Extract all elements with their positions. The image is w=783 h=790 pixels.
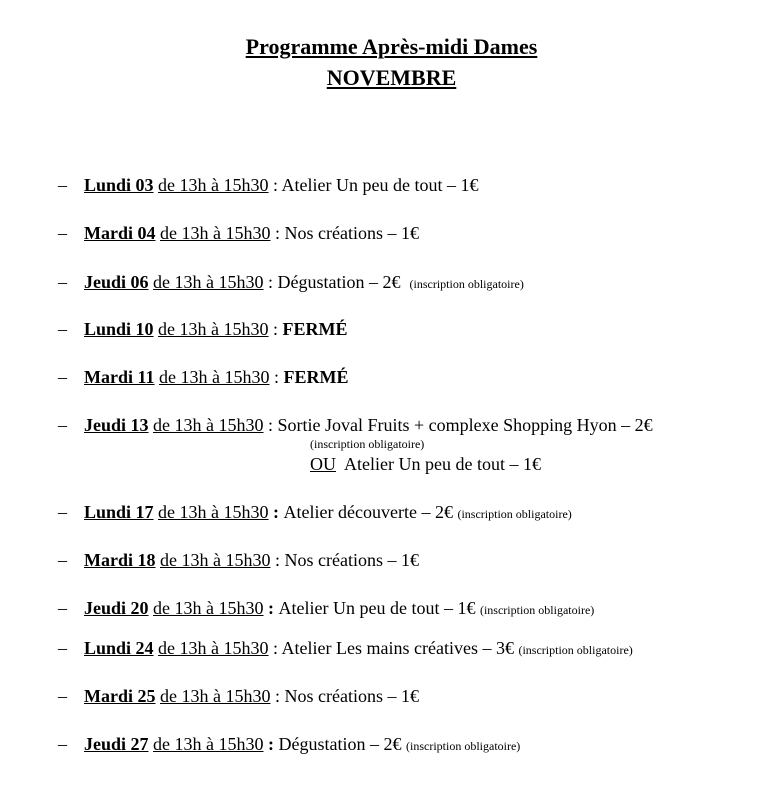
activity-label: Atelier Un peu de tout – 1€ [281,175,479,195]
day-label: Mardi 04 [84,223,156,243]
day-label: Mardi 11 [84,367,155,387]
list-dash: – [58,734,67,754]
separator: : [268,319,283,339]
day-label: Lundi 24 [84,638,154,658]
alternative-activity [310,453,541,475]
list-dash: – [58,319,67,339]
registration-note: (inscription obligatoire) [310,437,425,451]
hours-label: de 13h à 15h30 [160,686,271,706]
day-label: Mardi 18 [84,550,156,570]
separator: : [263,598,279,618]
hours-label: de 13h à 15h30 [158,175,269,195]
hours-label: de 13h à 15h30 [153,734,264,754]
list-dash: – [58,598,67,618]
hours-label: de 13h à 15h30 [159,367,270,387]
day-label: Jeudi 06 [84,272,149,292]
separator: : [270,686,285,706]
activity-label: Atelier Les mains créatives – 3€ [281,638,514,658]
separator: : [270,223,285,243]
hours-label: de 13h à 15h30 [158,319,269,339]
activity-label: Dégustation – 2€ [277,272,401,292]
hours-label: de 13h à 15h30 [160,550,271,570]
activity-label: Nos créations – 1€ [284,550,419,570]
list-dash: – [58,638,67,658]
hours-label: de 13h à 15h30 [160,223,271,243]
activity-label: Atelier découverte – 2€ [283,502,453,522]
list-dash: – [58,175,67,195]
day-label: Lundi 17 [84,502,154,522]
list-dash: – [58,367,67,387]
list-dash: – [58,502,67,522]
separator: : [269,367,284,387]
list-dash: – [58,223,67,243]
day-label: Lundi 10 [84,319,154,339]
activity-label: Atelier Un peu de tout – 1€ [344,454,541,474]
registration-note: (inscription obligatoire) [457,507,572,521]
activity-label: Nos créations – 1€ [284,686,419,706]
or-label: OU [310,454,336,474]
separator: : [263,272,278,292]
registration-note: (inscription obligatoire) [406,739,521,753]
separator: : [263,734,279,754]
activity-label: Sortie Joval Fruits + complexe Shopping Hyon – 2€ [277,415,653,435]
page-title: Programme Après-midi Dames [245,34,538,59]
day-label: Jeudi 20 [84,598,149,618]
activity-label: Atelier Un peu de tout – 1€ [278,598,476,618]
day-label: Jeudi 27 [84,734,149,754]
hours-label: de 13h à 15h30 [158,638,269,658]
list-dash: – [58,550,67,570]
day-label: Lundi 03 [84,175,154,195]
month-title: NOVEMBRE [326,65,457,90]
list-dash: – [58,272,67,292]
separator: : [268,638,282,658]
hours-label: de 13h à 15h30 [153,415,264,435]
registration-note: (inscription obligatoire) [479,603,595,617]
closed-label: FERMÉ [282,319,348,339]
list-dash: – [58,686,67,706]
separator: : [268,175,282,195]
day-label: Jeudi 13 [84,415,149,435]
hours-label: de 13h à 15h30 [153,272,264,292]
hours-label: de 13h à 15h30 [158,502,269,522]
day-label: Mardi 25 [84,686,156,706]
activity-label: Nos créations – 1€ [284,223,419,243]
registration-note: (inscription obligatoire) [409,277,524,291]
separator: : [270,550,285,570]
registration-note: (inscription obligatoire) [518,643,633,657]
closed-label: FERMÉ [283,367,349,387]
list-dash: – [58,415,67,435]
separator: : [263,415,278,435]
separator: : [268,502,284,522]
activity-label: Dégustation – 2€ [278,734,402,754]
hours-label: de 13h à 15h30 [153,598,264,618]
